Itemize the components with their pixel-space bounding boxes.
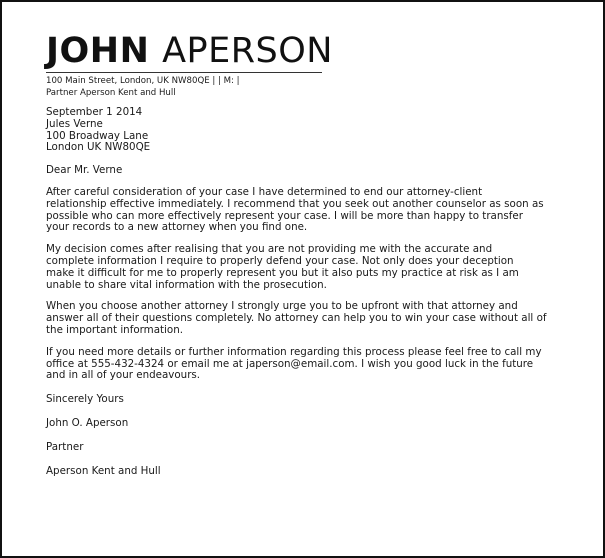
sender-details — [46, 75, 566, 99]
signer-name: John O. Aperson — [46, 416, 129, 429]
sender-firm: Partner Aperson Kent and Hull — [46, 88, 176, 98]
paragraph-4 — [46, 347, 566, 382]
paragraph-line: and in all of your endeavours. — [46, 369, 201, 382]
paragraph-line: complete information I require to properly defend your case. Not only does your deception — [46, 254, 514, 267]
paragraph-line: After careful consideration of your case I have determined to end our attorney-client — [46, 185, 483, 198]
recipient-city: London UK NW80QE — [46, 141, 151, 154]
first-name: JOHN — [46, 31, 150, 71]
valediction: Sincerely Yours — [46, 393, 124, 406]
paragraph-line: make it difficult for me to properly represent you but it also puts my practice at risk as I am — [46, 266, 519, 279]
paragraph-2 — [46, 244, 566, 291]
letterhead-name — [46, 32, 566, 70]
recipient-name: Jules Verne — [46, 117, 103, 130]
recipient-street: 100 Broadway Lane — [46, 129, 149, 142]
letter-date: September 1 2014 — [46, 106, 143, 118]
paragraph-line: relationship effective immediately. I recommend that you seek out another counselor as soon as — [46, 197, 544, 210]
salutation: Dear Mr. Verne — [46, 164, 123, 177]
signer-title: Partner — [46, 440, 84, 453]
letterhead-rule — [46, 72, 322, 73]
last-name: APERSON — [162, 31, 333, 71]
paragraph-line: When you choose another attorney I strongly urge you to be upfront with that attorney and — [46, 300, 518, 313]
paragraph-3 — [46, 301, 566, 336]
paragraph-line: unable to share vital information with the prosecution. — [46, 278, 327, 291]
paragraph-line: My decision comes after realising that you are not providing me with the accurate and — [46, 243, 493, 256]
signer-firm: Aperson Kent and Hull — [46, 464, 161, 477]
paragraph-line: office at 555-432-4324 or email me at japerson@email.com. I wish you good luck in the future — [46, 357, 534, 370]
paragraph-line: your records to a new attorney when you find one. — [46, 221, 308, 234]
paragraph-line: the important information. — [46, 323, 184, 336]
letter-body — [46, 32, 566, 477]
paragraph-1 — [46, 187, 566, 234]
paragraph-line: possible who can more effectively represent your case. I will be more than happy to transfer — [46, 209, 523, 222]
sender-address: 100 Main Street, London, UK NW80QE | | M: | — [46, 76, 240, 86]
paragraph-line: answer all of their questions completely. No attorney can help you to win your case without all of — [46, 312, 547, 325]
paragraph-line: If you need more details or further information regarding this process please feel free to call my — [46, 345, 542, 358]
recipient-block — [46, 107, 566, 154]
